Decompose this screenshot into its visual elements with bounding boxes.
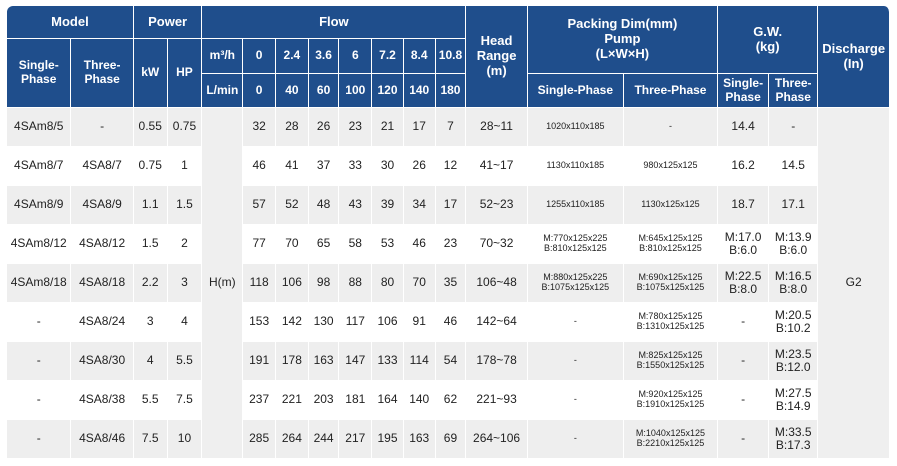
gw-three-phase-line-2: B:10.2	[775, 321, 811, 335]
head-value: 69	[436, 420, 467, 459]
pack-single-phase-line-2: B:810x125x125	[544, 243, 607, 253]
flow-lmin-value: 120	[372, 74, 404, 108]
flow-lmin-value: 140	[404, 74, 436, 108]
power-hp: 0.75	[168, 108, 203, 147]
pack-single-phase	[528, 108, 624, 147]
head-value: 163	[309, 342, 340, 381]
power-hp: 1.5	[168, 186, 203, 225]
model-three-phase: -	[71, 108, 133, 147]
pack-three-phase	[624, 225, 718, 264]
head-value: 39	[372, 186, 404, 225]
pack-three-phase-line-1: M:645x125x125	[638, 233, 703, 244]
header-single-phase: Single-Phase	[7, 39, 71, 108]
head-value: 98	[309, 264, 340, 303]
table-row	[7, 264, 890, 303]
head-value: 33	[339, 147, 372, 186]
head-value: 26	[309, 108, 340, 147]
gw-single-phase-line-1: -	[741, 314, 746, 329]
table-row	[7, 186, 890, 225]
model-single-phase: -	[7, 420, 71, 459]
flow-m3h-value: 2.4	[276, 39, 309, 74]
head-value: 65	[309, 225, 340, 264]
head-value: 12	[436, 147, 467, 186]
head-value: 147	[339, 342, 372, 381]
pack-single-phase-line-1: M:880x125x225	[543, 272, 608, 283]
header-kw: kW	[134, 39, 168, 108]
gw-single-phase-line-1: M:22.5	[724, 268, 762, 283]
header-model: Model	[7, 6, 134, 39]
gw-three-phase-line-1: -	[791, 119, 796, 134]
pack-three-phase-line-1: M:690x125x125	[638, 272, 703, 283]
header-gw-three: Three-Phase	[769, 74, 818, 108]
gw-single-phase-line-2: B:8.0	[729, 282, 758, 296]
head-range: 28~11	[466, 108, 527, 147]
head-value: 37	[309, 147, 340, 186]
model-single-phase: 4SAm8/5	[7, 108, 71, 147]
power-kw: 7.5	[134, 420, 168, 459]
flow-lmin-value: 180	[436, 74, 467, 108]
pack-three-phase-line-1: M:1040x125x125	[635, 428, 705, 439]
header-flow: Flow	[202, 6, 466, 39]
head-value: 46	[436, 303, 467, 342]
pack-single-phase	[528, 381, 624, 420]
discharge-line-1: Discharge	[822, 40, 886, 56]
power-kw: 0.55	[134, 108, 168, 147]
head-value: 181	[339, 381, 372, 420]
gw-single-phase-line-1: 18.7	[731, 197, 755, 212]
gw-three-phase	[769, 108, 818, 147]
pack-single-phase	[528, 420, 624, 459]
head-value: 221	[276, 381, 309, 420]
head-value: 46	[404, 225, 436, 264]
pack-three-phase	[624, 381, 718, 420]
table-row	[7, 225, 890, 264]
flow-m3h-value: 0	[243, 39, 276, 74]
flow-m3h-value: 7.2	[372, 39, 404, 74]
model-single-phase: -	[7, 381, 71, 420]
head-value: 217	[339, 420, 372, 459]
pack-single-phase-line-1: -	[573, 394, 577, 405]
gw-single-phase-line-2: B:6.0	[729, 243, 758, 257]
head-value: 285	[243, 420, 276, 459]
head-value: 106	[276, 264, 309, 303]
table-row	[7, 303, 890, 342]
head-value: 70	[276, 225, 309, 264]
header-m3h: m³/h	[202, 39, 243, 74]
header-gw-single: Single-Phase	[718, 74, 769, 108]
model-single-phase: 4SAm8/7	[7, 147, 71, 186]
power-kw: 3	[134, 303, 168, 342]
gw-three-phase	[769, 186, 818, 225]
power-hp: 2	[168, 225, 203, 264]
model-three-phase: 4SA8/38	[71, 381, 133, 420]
model-three-phase: 4SA8/18	[71, 264, 133, 303]
head-value: 32	[243, 108, 276, 147]
power-hp: 4	[168, 303, 203, 342]
model-single-phase: 4SAm8/18	[7, 264, 71, 303]
head-value: 62	[436, 381, 467, 420]
head-value: 88	[339, 264, 372, 303]
pack-three-phase-line-1: M:825x125x125	[638, 350, 703, 361]
table-row	[7, 108, 890, 147]
head-value: 153	[243, 303, 276, 342]
power-hp: 3	[168, 264, 203, 303]
head-value: 118	[243, 264, 276, 303]
flow-m3h-value: 10.8	[436, 39, 467, 74]
gw-three-phase-line-1: M:23.5	[774, 346, 812, 361]
head-value: 195	[372, 420, 404, 459]
gw-three-phase	[769, 381, 818, 420]
header-gw	[718, 6, 818, 74]
power-kw: 4	[134, 342, 168, 381]
gw-single-phase	[718, 108, 769, 147]
model-three-phase: 4SA8/9	[71, 186, 133, 225]
head-value: 46	[243, 147, 276, 186]
table-body	[7, 108, 890, 459]
head-value: 17	[404, 108, 436, 147]
pack-three-phase-line-1: 1130x125x125	[641, 199, 700, 210]
pack-three-phase-line-2: B:1550x125x125	[636, 360, 705, 370]
gw-three-phase-line-1: 17.1	[781, 197, 805, 212]
head-range: 106~48	[466, 264, 527, 303]
gw-three-phase-line-2: B:6.0	[779, 243, 808, 257]
pack-single-phase	[528, 147, 624, 186]
pack-single-phase	[528, 264, 624, 303]
model-single-phase: 4SAm8/12	[7, 225, 71, 264]
head-value: 34	[404, 186, 436, 225]
packing-line-3: (L×W×H)	[595, 45, 650, 61]
discharge-line-2: (In)	[843, 55, 864, 71]
head-value: 23	[436, 225, 467, 264]
gw-three-phase-line-2: B:8.0	[779, 282, 808, 296]
gw-three-phase-line-2: B:14.9	[775, 399, 811, 413]
pack-single-phase	[528, 225, 624, 264]
gw-three-phase	[769, 264, 818, 303]
pack-three-phase	[624, 303, 718, 342]
power-hp: 5.5	[168, 342, 203, 381]
pack-three-phase-line-2: B:1075x125x125	[636, 282, 705, 292]
flow-lmin-value: 100	[339, 74, 372, 108]
gw-single-phase	[718, 264, 769, 303]
head-range: 221~93	[466, 381, 527, 420]
table-row	[7, 381, 890, 420]
head-value: 203	[309, 381, 340, 420]
flow-lmin-value: 0	[243, 74, 276, 108]
table-row	[7, 420, 890, 459]
pack-three-phase-line-1: M:920x125x125	[638, 389, 703, 400]
head-value: 70	[404, 264, 436, 303]
head-value: 53	[372, 225, 404, 264]
gw-line-2: (kg)	[755, 38, 780, 54]
pack-single-phase-line-2: B:1075x125x125	[541, 282, 610, 292]
pack-three-phase	[624, 264, 718, 303]
head-value: 130	[309, 303, 340, 342]
head-value: 264	[276, 420, 309, 459]
power-hp: 10	[168, 420, 203, 459]
pack-single-phase	[528, 303, 624, 342]
head-value: 30	[372, 147, 404, 186]
table-row	[7, 342, 890, 381]
pack-three-phase	[624, 147, 718, 186]
gw-single-phase	[718, 225, 769, 264]
head-value: 35	[436, 264, 467, 303]
head-range: 52~23	[466, 186, 527, 225]
pack-single-phase-line-1: -	[573, 433, 577, 444]
gw-three-phase-line-2: B:12.0	[775, 360, 811, 374]
head-value: 43	[339, 186, 372, 225]
gw-three-phase	[769, 303, 818, 342]
head-value: 21	[372, 108, 404, 147]
header-pack-single: Single-Phase	[528, 74, 624, 108]
flow-m3h-value: 6	[339, 39, 372, 74]
head-value: 17	[436, 186, 467, 225]
head-value: 133	[372, 342, 404, 381]
gw-three-phase-line-1: M:27.5	[774, 385, 812, 400]
power-kw: 5.5	[134, 381, 168, 420]
model-three-phase: 4SA8/7	[71, 147, 133, 186]
gw-three-phase-line-1: M:33.5	[774, 424, 812, 439]
packing-line-1: Packing Dim(mm)	[567, 16, 678, 32]
head-value: 54	[436, 342, 467, 381]
power-kw: 2.2	[134, 264, 168, 303]
head-value: 117	[339, 303, 372, 342]
model-three-phase: 4SA8/24	[71, 303, 133, 342]
header-pack-three: Three-Phase	[624, 74, 718, 108]
head-value: 142	[276, 303, 309, 342]
pack-three-phase	[624, 420, 718, 459]
gw-three-phase	[769, 420, 818, 459]
header-power: Power	[134, 6, 203, 39]
gw-three-phase-line-1: M:16.5	[774, 268, 812, 283]
pump-spec-table-container	[7, 6, 890, 460]
head-value: 80	[372, 264, 404, 303]
head-range: 264~106	[466, 420, 527, 459]
gw-single-phase-line-1: -	[741, 431, 746, 446]
gw-single-phase	[718, 420, 769, 459]
gw-single-phase	[718, 186, 769, 225]
gw-single-phase-line-1: 14.4	[731, 119, 755, 134]
model-single-phase: -	[7, 303, 71, 342]
flow-m3h-value: 8.4	[404, 39, 436, 74]
gw-three-phase-line-1: 14.5	[781, 158, 805, 173]
gw-three-phase-line-2: B:17.3	[775, 438, 811, 452]
pack-single-phase	[528, 342, 624, 381]
head-value: 178	[276, 342, 309, 381]
pump-spec-table	[7, 6, 890, 459]
head-range: 70~32	[466, 225, 527, 264]
discharge-value: G2	[818, 108, 890, 459]
header-hp: HP	[168, 39, 203, 108]
head-range: 142~64	[466, 303, 527, 342]
pack-three-phase	[624, 108, 718, 147]
pack-three-phase-line-1: -	[668, 121, 672, 132]
header-lmin: L/min	[202, 74, 243, 108]
packing-line-2: Pump	[604, 31, 641, 47]
flow-lmin-value: 40	[276, 74, 309, 108]
model-three-phase: 4SA8/46	[71, 420, 133, 459]
head-value: 52	[276, 186, 309, 225]
table-row	[7, 147, 890, 186]
pack-single-phase-line-1: 1020x110x185	[546, 121, 605, 132]
flow-m3h-value: 3.6	[309, 39, 340, 74]
power-kw: 1.1	[134, 186, 168, 225]
pack-three-phase-line-2: B:1910x125x125	[636, 399, 705, 409]
pack-three-phase-line-1: 980x125x125	[643, 160, 698, 171]
gw-three-phase	[769, 147, 818, 186]
gw-single-phase-line-1: -	[741, 392, 746, 407]
head-value: 57	[243, 186, 276, 225]
gw-single-phase-line-1: 16.2	[731, 158, 755, 173]
gw-three-phase-line-1: M:20.5	[774, 307, 812, 322]
gw-single-phase-line-1: M:17.0	[724, 229, 762, 244]
head-value: 106	[372, 303, 404, 342]
pack-three-phase-line-1: M:780x125x125	[638, 311, 703, 322]
head-range: 178~78	[466, 342, 527, 381]
head-value: 28	[276, 108, 309, 147]
header-packing	[528, 6, 718, 74]
pack-single-phase-line-1: 1255x110x185	[546, 199, 605, 210]
header-three-phase: Three-Phase	[71, 39, 133, 108]
power-kw: 1.5	[134, 225, 168, 264]
head-value: 77	[243, 225, 276, 264]
head-value: 7	[436, 108, 467, 147]
gw-three-phase-line-1: M:13.9	[774, 229, 812, 244]
header-discharge	[818, 6, 890, 108]
model-single-phase: 4SAm8/9	[7, 186, 71, 225]
head-value: 23	[339, 108, 372, 147]
model-three-phase: 4SA8/12	[71, 225, 133, 264]
gw-single-phase	[718, 342, 769, 381]
gw-three-phase	[769, 342, 818, 381]
pack-single-phase	[528, 186, 624, 225]
head-value: 140	[404, 381, 436, 420]
gw-single-phase	[718, 381, 769, 420]
pack-three-phase-line-2: B:810x125x125	[639, 243, 702, 253]
head-value: 164	[372, 381, 404, 420]
pack-three-phase-line-2: B:1310x125x125	[636, 321, 705, 331]
head-value: 163	[404, 420, 436, 459]
head-value: 244	[309, 420, 340, 459]
head-value: 191	[243, 342, 276, 381]
head-range: 41~17	[466, 147, 527, 186]
pack-three-phase	[624, 342, 718, 381]
pack-single-phase-line-1: M:770x125x225	[543, 233, 608, 244]
header-head-range: Head Range (m)	[466, 6, 527, 108]
head-value: 58	[339, 225, 372, 264]
pack-three-phase	[624, 186, 718, 225]
model-single-phase: -	[7, 342, 71, 381]
head-value: 41	[276, 147, 309, 186]
gw-single-phase	[718, 147, 769, 186]
gw-three-phase	[769, 225, 818, 264]
pack-single-phase-line-1: -	[573, 355, 577, 366]
head-value: 91	[404, 303, 436, 342]
head-value: 48	[309, 186, 340, 225]
gw-line-1: G.W.	[753, 23, 783, 39]
gw-single-phase	[718, 303, 769, 342]
head-value: 237	[243, 381, 276, 420]
power-hp: 7.5	[168, 381, 203, 420]
head-unit-label: H(m)	[202, 108, 243, 459]
pack-three-phase-line-2: B:2210x125x125	[636, 438, 705, 448]
gw-single-phase-line-1: -	[741, 353, 746, 368]
head-value: 114	[404, 342, 436, 381]
power-hp: 1	[168, 147, 203, 186]
pack-single-phase-line-1: -	[573, 316, 577, 327]
head-value: 26	[404, 147, 436, 186]
model-three-phase: 4SA8/30	[71, 342, 133, 381]
flow-lmin-value: 60	[309, 74, 340, 108]
power-kw: 0.75	[134, 147, 168, 186]
pack-single-phase-line-1: 1130x110x185	[546, 160, 605, 171]
